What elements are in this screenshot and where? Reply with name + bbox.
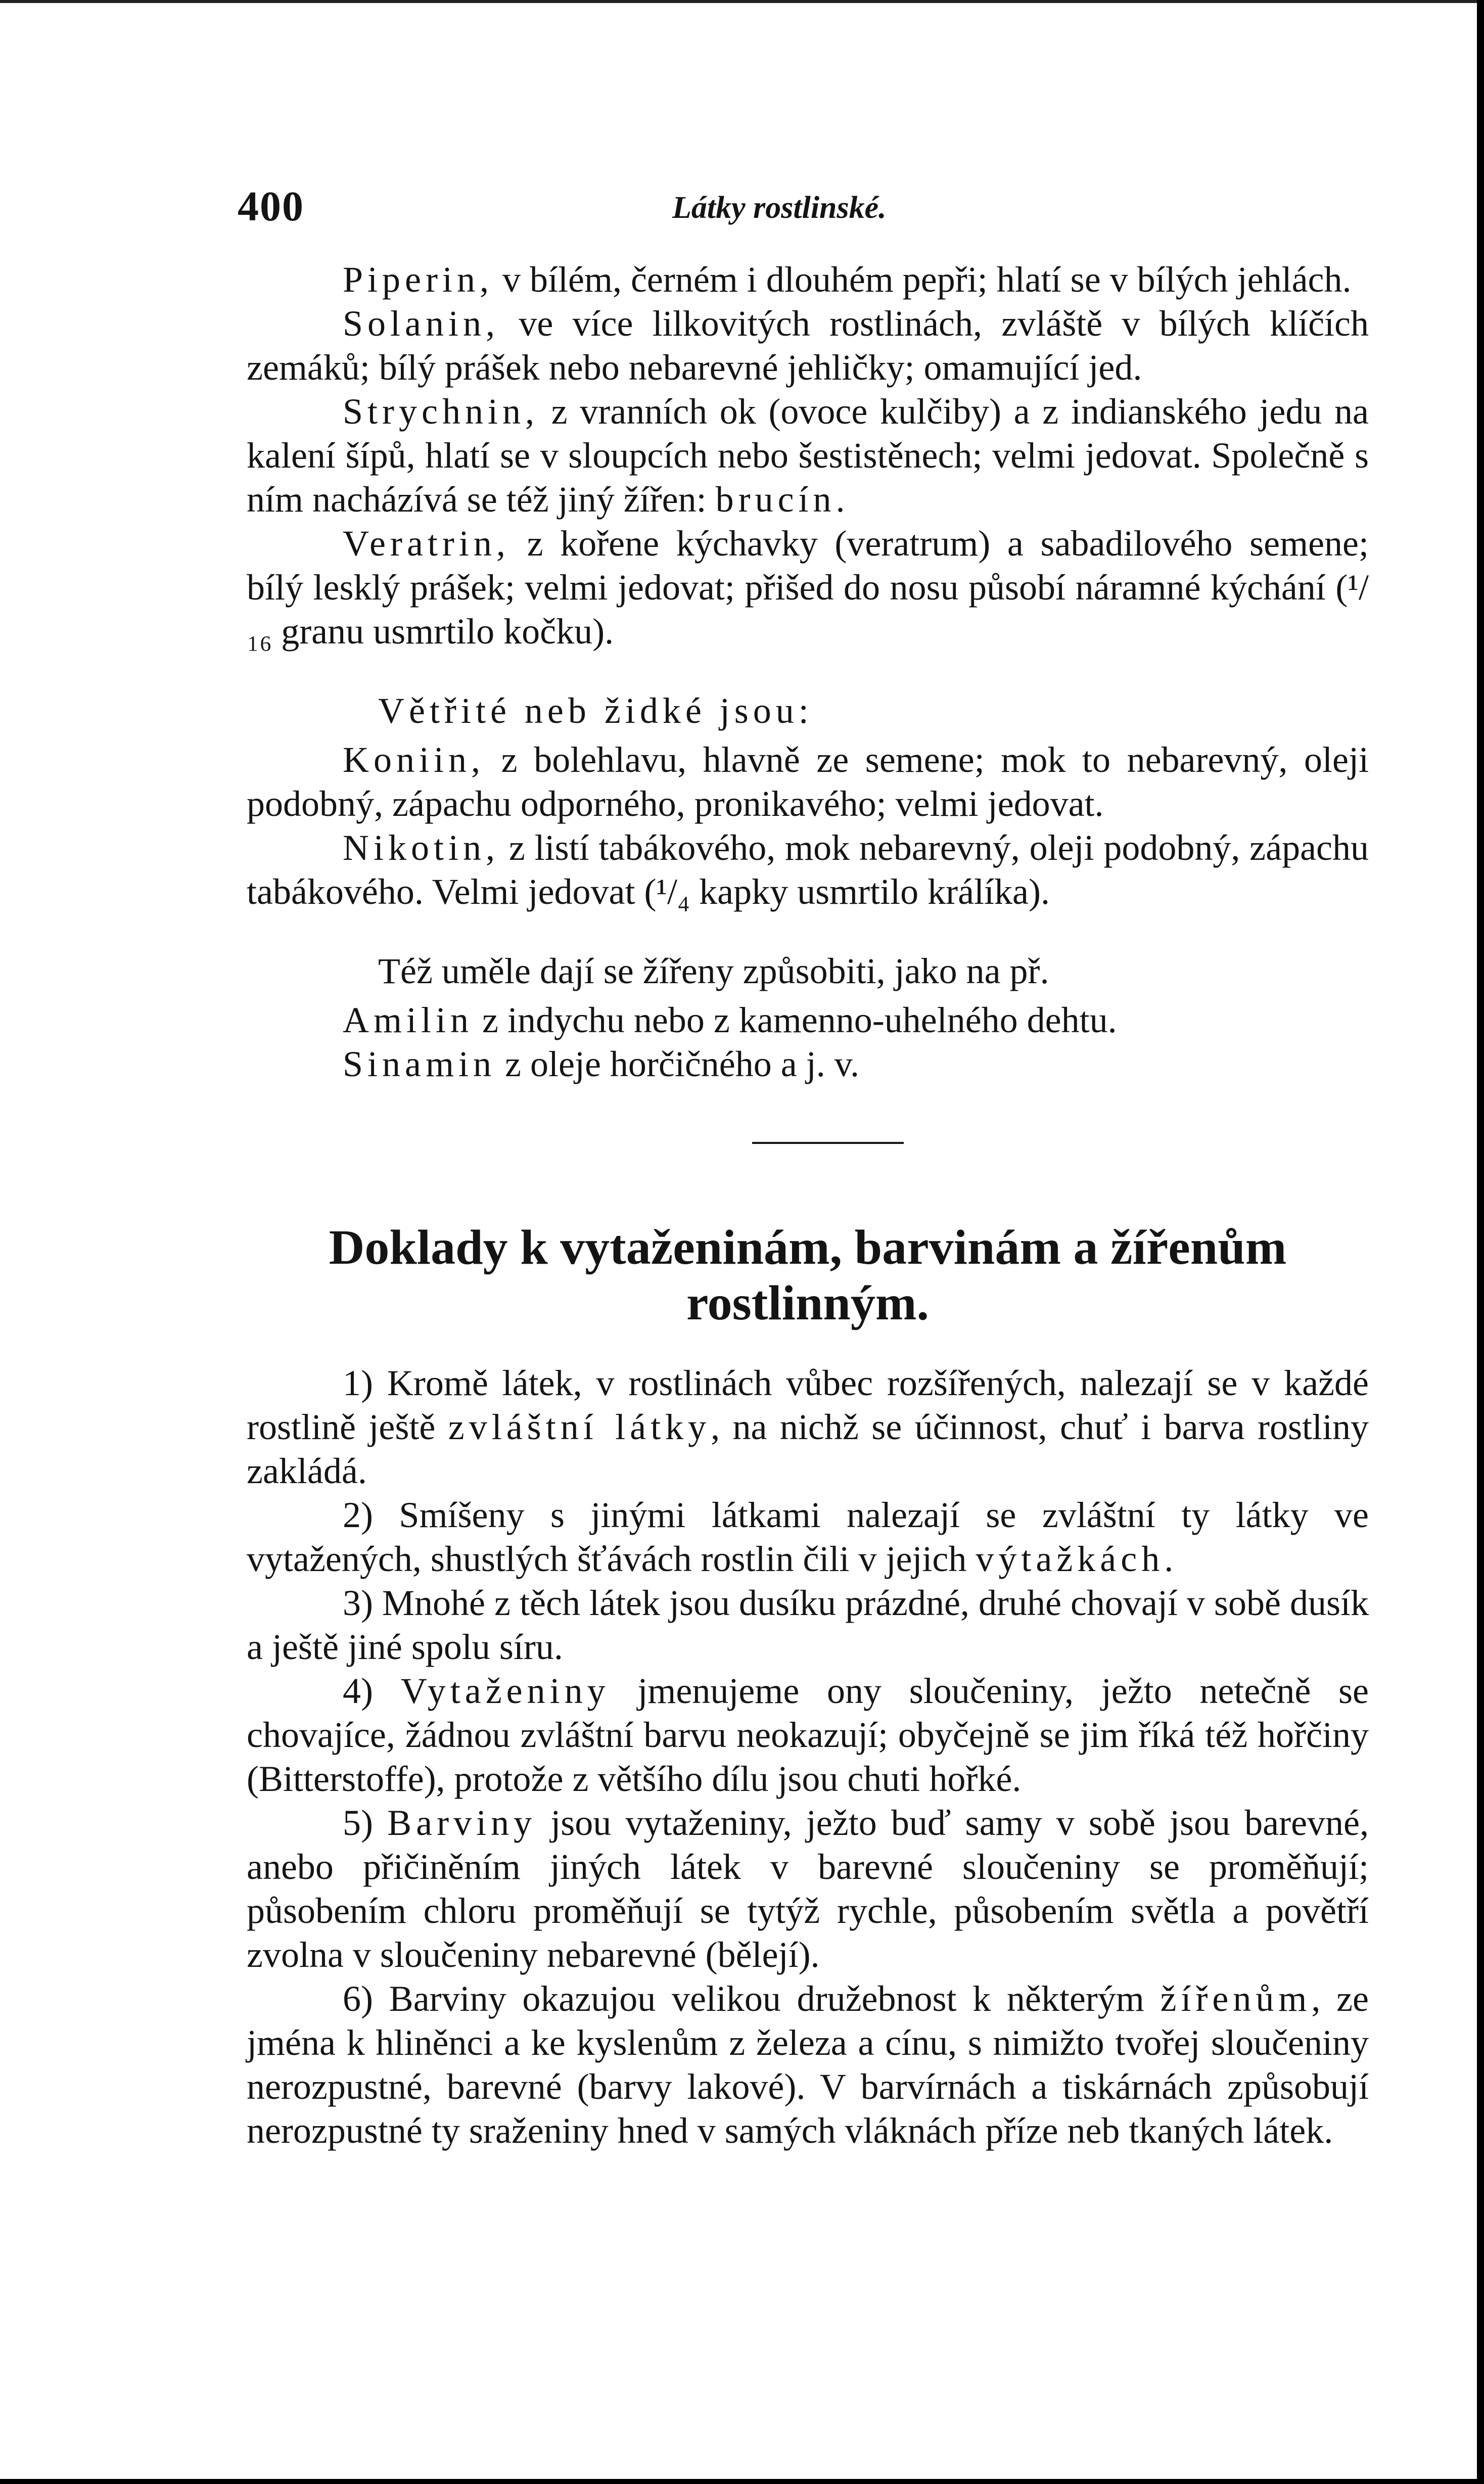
note-number: 2) <box>343 1495 373 1535</box>
artificial-intro: Též uměle dají se žířeny způsobiti, jako na př. <box>378 951 1049 991</box>
note-number: 1) <box>343 1363 373 1403</box>
note-emphasis: Barviny <box>387 1803 537 1843</box>
volatile-text: z listí tabákového, mok nebarevný, oleji podobný, zápachu tabákového. Velmi jedovat (¹/₄ kapky usmrtilo králíka). <box>247 827 1369 912</box>
alkaloid-name: Strychnin, <box>343 391 539 432</box>
note-item: 3) Mnohé z těch látek jsou dusíku prázdné, druhé chovají v sobě dusík a ještě jiné spolu síru. <box>247 1583 1369 1667</box>
alkaloid-entry <box>247 522 1369 654</box>
page-body <box>247 258 1369 2153</box>
page-header <box>238 182 1370 238</box>
artificial-text: z indychu nebo z kamenno-uhelného dehtu. <box>473 1000 1117 1040</box>
note-item: 5) Barviny jsou vytaženiny, ježto buď samy v sobě jsou barevné, anebo přičiněním jiných látek v barevné sloučeniny se proměňují; působením chloru proměňují se tytýž rychle, působením světla a povětří zvolna v sloučeniny nebarevné (bělejí). <box>247 1803 1369 1975</box>
alkaloid-name: Solanin, <box>343 303 500 344</box>
note-number: 5) <box>343 1803 373 1843</box>
note-item: 4) Vytaženiny jmenujeme ony sloučeniny, ježto netečně se chovajíce, žádnou zvláštní barvu neokazují; obyčejně se jim říká též hořčiny (Bitterstoffe), protože z většího dílu jsou chuti hořké. <box>247 1671 1369 1799</box>
section-divider <box>752 1142 904 1144</box>
alkaloid-text: z vranních ok (ovoce kulčiby) a z indianského jedu na kalení šípů, hlatí se v sloupcích nebo šestistěnech; velmi jedovat. Společně s ním nacházívá se též jiný žířen: <box>247 391 1369 520</box>
volatile-text: z bolehlavu, hlavně ze semene; mok to nebarevný, oleji podobný, zápachu odporného, pronikavého; velmi jedovat. <box>247 740 1369 824</box>
note-item: 1) Kromě látek, v rostlinách vůbec rozšířených, nalezají se v každé rostlině ještě zvláštní látky, na nichž se účinnost, chuť i barva rostliny zakládá. <box>247 1363 1369 1491</box>
alkaloid-entry <box>247 390 1369 522</box>
right-edge-shadow <box>1477 0 1484 2484</box>
alkaloid-text: z kořene kýchavky (veratrum) a sabadilového semene; bílý lesklý prášek; velmi jedovat; přišed do nosu působí náramné kýchání (¹/₁₆ granu usmrtilo kočku). <box>247 523 1369 652</box>
section-title: Doklady k vytaženinám, barvinám a žířenům rostlinným. <box>329 1220 1287 1330</box>
note-emphasis: výtažkách <box>976 1539 1165 1579</box>
artificial-text: z oleje horčičného a j. v. <box>496 1044 860 1084</box>
note-item: 6) Barviny okazujou velikou družebnost k některým žířenům, ze jména k hliněnci a ke kyslenům z železa a cínu, s nimižto tvořej sloučeniny nerozpustné, barevné (barvy lakové). V barvírnách a tiskárnách způsobují nerozpustné ty sraženiny hned v samých vláknách příze neb tkaných látek. <box>247 1979 1369 2151</box>
note-number: 6) <box>343 1979 373 2019</box>
note-number: 3) <box>343 1583 373 1623</box>
artificial-name: Amilin <box>343 1000 474 1040</box>
artificial-entry <box>247 1042 1369 1086</box>
volatile-entry <box>247 738 1369 826</box>
note-item: 2) Smíšeny s jinými látkami nalezají se zvláštní ty látky ve vytažených, shustlých šťávách rostlin čili v jejich výtažkách. <box>247 1495 1369 1579</box>
alkaloid-text: v bílém, černém i dlouhém pepři; hlatí se v bílých jehlách. <box>493 259 1352 300</box>
alkaloid-text: ve více lilkovitých rostlinách, zvláště v bílých klíčích zemáků; bílý prášek nebo nebarevné jehličky; omamující jed. <box>247 303 1369 388</box>
artificial-entry <box>247 998 1369 1042</box>
note-emphasis: Vytaženiny <box>400 1671 610 1711</box>
running-title: Látky rostlinské. <box>672 191 887 225</box>
artificial-name: Sinamin <box>343 1044 496 1084</box>
alkaloid-entry <box>247 302 1369 390</box>
volatile-name: Nikotin, <box>343 827 500 868</box>
page-number: 400 <box>238 183 304 230</box>
alkaloid-extra: brucín. <box>715 479 850 520</box>
alkaloid-name: Veratrin, <box>343 523 510 564</box>
volatile-heading: Větřité neb židké jsou: <box>378 691 813 731</box>
top-edge-line <box>0 0 1484 3</box>
note-emphasis: žířenům <box>1160 1979 1312 2019</box>
volatile-name: Koniin, <box>343 740 485 780</box>
alkaloid-entry <box>247 258 1369 302</box>
alkaloid-name: Piperin, <box>343 259 493 300</box>
note-emphasis: zvláštní látky <box>448 1407 711 1447</box>
bottom-edge-shadow <box>0 2479 1484 2484</box>
note-number: 4) <box>343 1671 373 1711</box>
volatile-entry <box>247 826 1369 914</box>
